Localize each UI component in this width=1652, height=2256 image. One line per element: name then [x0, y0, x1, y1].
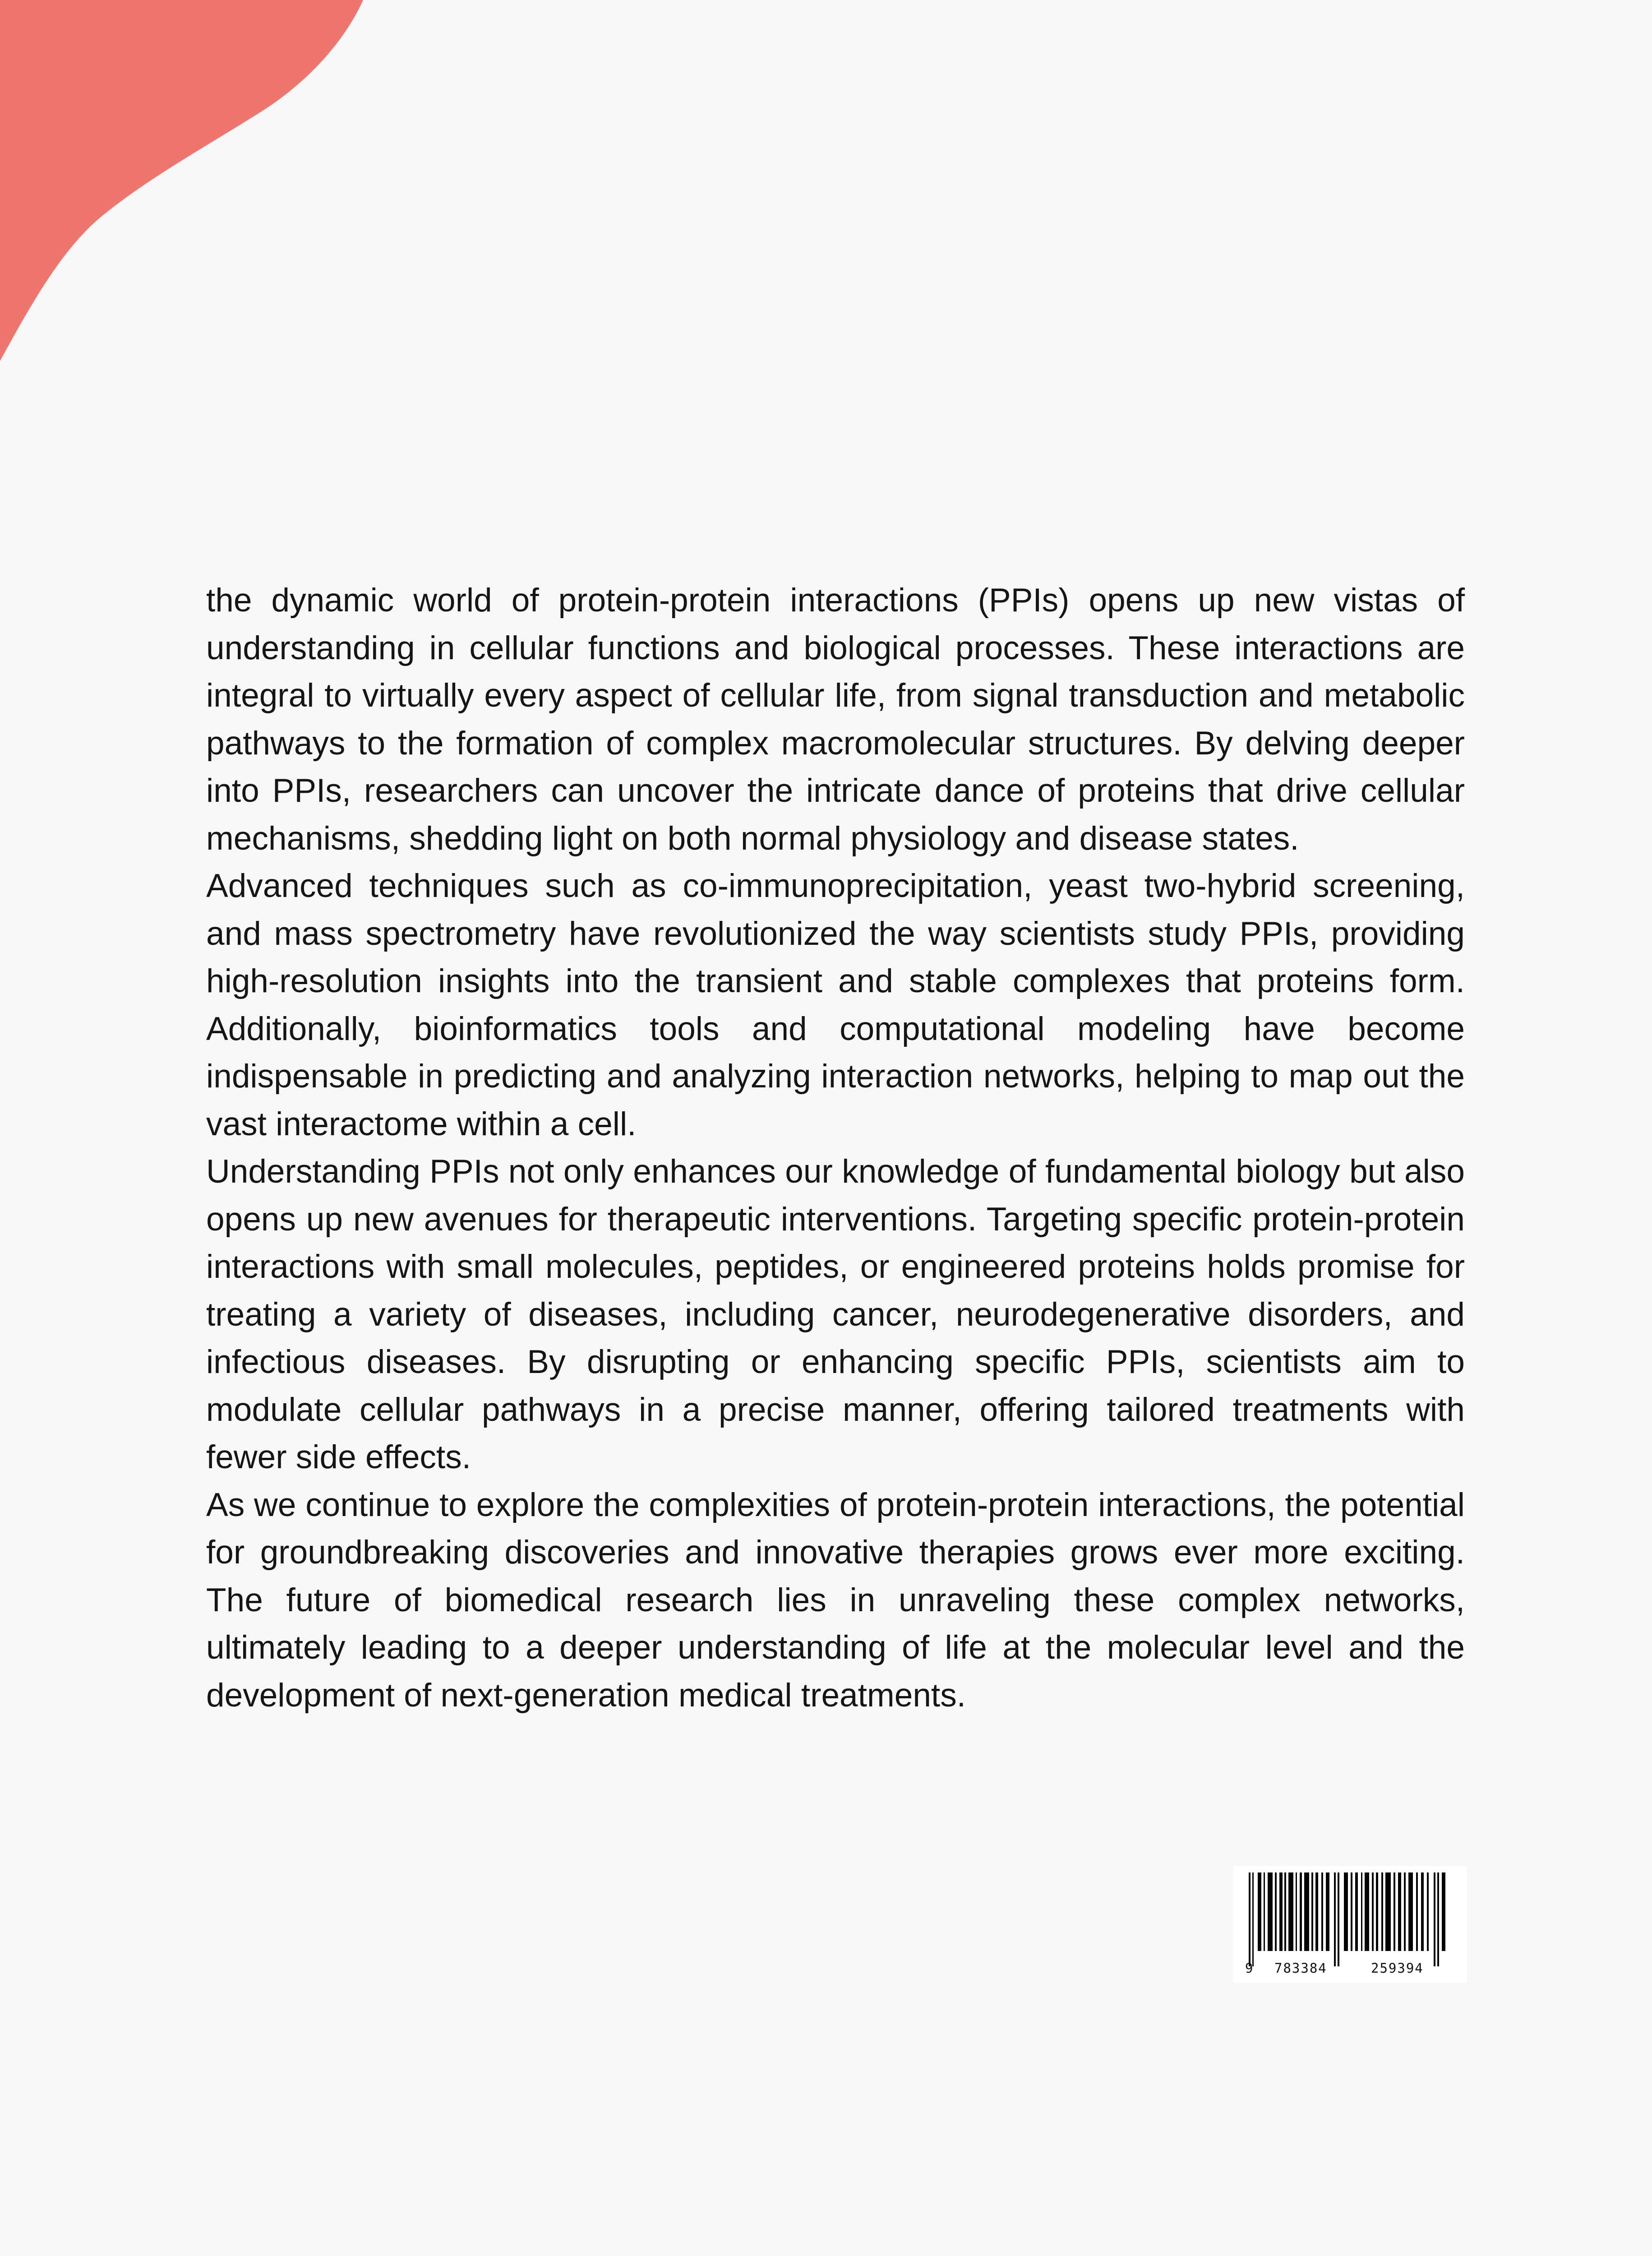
decorative-corner-blob [0, 0, 370, 370]
description-paragraph-3: Understanding PPIs not only enhances our knowledge of fundamental biology but also opens up new avenues for therapeutic interventions. Targeting specific protein-protein interactions with small molecules, peptides, or engineered proteins holds promise for treating a variety of diseases, including cancer, neurodegenerative disorders, and infectious diseases. By disrupting or enhancing specific PPIs, scientists aim to modulate cellular pathways in a precise manner, offering tailored treatments with fewer side effects. [206, 1153, 1465, 1475]
barcode-first-digit: 9 [1245, 1960, 1254, 1976]
description-paragraph-4: As we continue to explore the complexities of protein-protein interactions, the potential for groundbreaking discoveries and innovative therapies grows ever more exciting. The future of biomedical research lies in unraveling these complex networks, ultimately leading to a deeper understanding of life at the molecular level and the development of next-generation medical treatments. [206, 1486, 1465, 1714]
barcode-left-digits: 783384 [1274, 1960, 1327, 1976]
description-paragraph-1: the dynamic world of protein-protein interactions (PPIs) opens up new vistas of understanding in cellular functions and biological processes. These interactions are integral to virtually every aspect of cellular life, from signal transduction and metabolic pathways to the formation of complex macromolecular structures. By delving deeper into PPIs, researchers can uncover the intricate dance of proteins that drive cellular mechanisms, shedding light on both normal physiology and disease states. [206, 582, 1465, 857]
description-paragraph-2: Advanced techniques such as co-immunoprecipitation, yeast two-hybrid screening, and mass spectrometry have revolutionized the way scientists study PPIs, providing high-resolution insights into the transient and stable complexes that proteins form. Additionally, bioinformatics tools and computational modeling have become indispensable in predicting and analyzing interaction networks, helping to map out the vast interactome within a cell. [206, 868, 1465, 1142]
barcode-bars [1233, 1866, 1467, 1983]
isbn-barcode [1233, 1866, 1467, 1983]
barcode-right-digits: 259394 [1371, 1960, 1424, 1976]
back-cover-description [206, 577, 1465, 1719]
decorative-corner-blob-shape [0, 0, 363, 361]
